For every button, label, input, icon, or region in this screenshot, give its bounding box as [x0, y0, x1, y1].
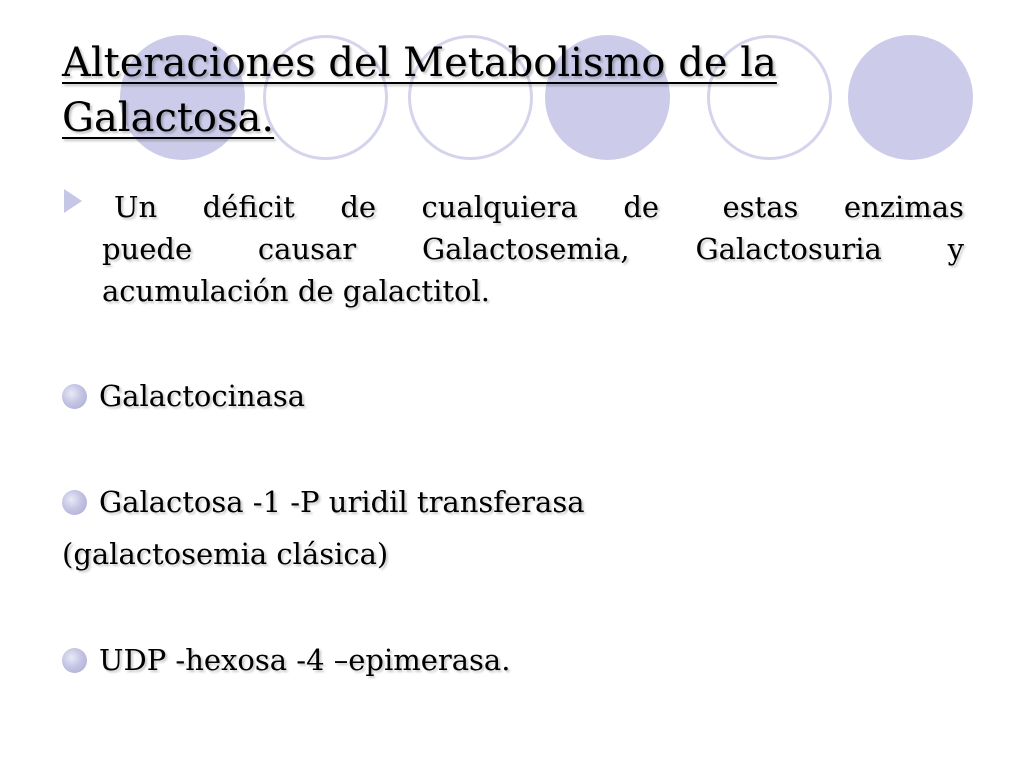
slide-title-line-2: Galactosa.	[62, 95, 275, 141]
intro-word: Galactosemia,	[421, 232, 630, 266]
circle-bullet-icon	[62, 490, 87, 515]
list-item-label: UDP -hexosa -4 –epimerasa.	[99, 643, 511, 677]
intro-word: Un	[114, 190, 158, 224]
intro-line-3: acumulación de galactitol.	[102, 274, 490, 308]
circle-bullet-icon	[62, 648, 87, 673]
slide-title	[62, 36, 962, 146]
list-item-label: Galactocinasa	[99, 379, 306, 413]
intro-word: puede	[102, 232, 193, 266]
intro-word: y	[947, 232, 964, 266]
slide-title-line-1: Alteraciones del Metabolismo de la	[62, 40, 777, 86]
list-item-note: (galactosemia clásica)	[62, 537, 389, 571]
intro-word: de	[623, 190, 660, 224]
list-item-transferasa	[62, 482, 585, 522]
intro-line-1	[114, 186, 964, 228]
intro-word: cualquiera	[421, 190, 578, 224]
intro-word: déficit	[202, 190, 295, 224]
intro-word: causar	[257, 232, 357, 266]
list-item-label: Galactosa -1 -P uridil transferasa	[99, 485, 585, 519]
intro-word: de	[340, 190, 377, 224]
intro-line-2	[102, 228, 964, 270]
intro-word: estas	[722, 190, 799, 224]
arrow-bullet-icon	[64, 189, 82, 213]
intro-word: Galactosuria	[695, 232, 882, 266]
list-item-galactocinasa	[62, 376, 305, 416]
intro-word: enzimas	[843, 190, 964, 224]
list-item-epimerasa	[62, 640, 510, 680]
circle-bullet-icon	[62, 384, 87, 409]
